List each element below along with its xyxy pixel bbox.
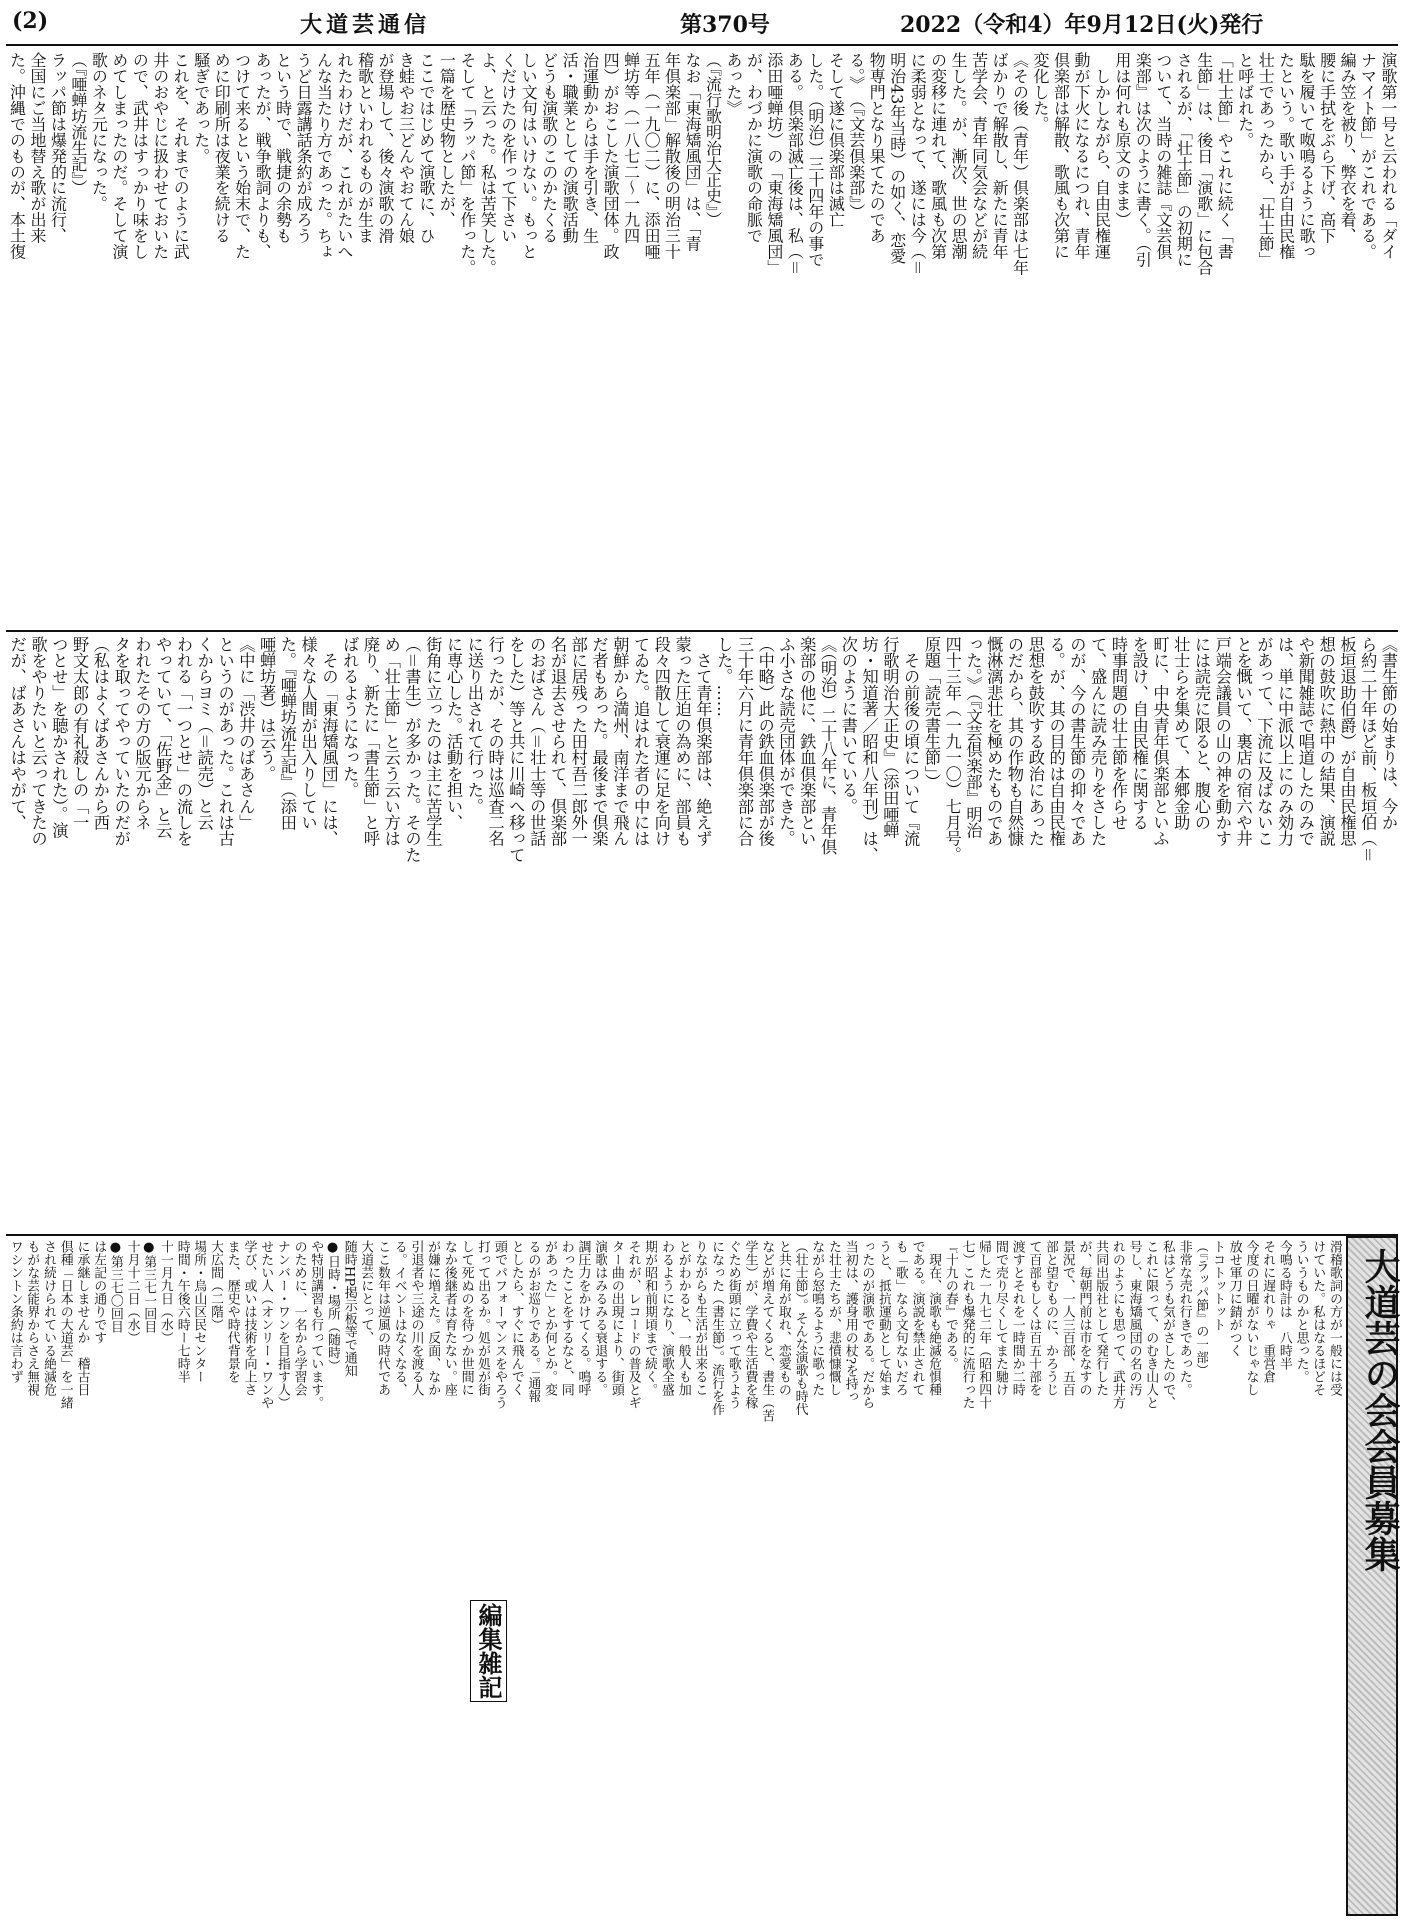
text-column: 今度の日曜がないじゃなし (1243, 1240, 1259, 1397)
text-column: 壮士であったから、「壮士節」 (1256, 52, 1276, 268)
text-column: 年倶楽部」解散後の明治三十 (662, 52, 682, 260)
text-column: のだから、其の作物も自然慷 (1005, 636, 1025, 847)
text-column: 倶楽部は解散、歌風も次第に (1051, 52, 1071, 260)
text-column: 学生）が、学費や生活費を稼 (742, 1240, 758, 1410)
text-column: 編み笠を被り、弊衣を着、 (1338, 52, 1358, 244)
text-column: 《書生節の始まりは、今か (1379, 636, 1398, 831)
text-column: われたその方の版元からネ (132, 636, 152, 831)
text-column: 動が下火になるにつれ、青年 (1071, 52, 1091, 260)
text-column: 七）これも爆発的に流行った (959, 1240, 975, 1410)
text-column: 放せ軍刀に錆がつく (1226, 1240, 1242, 1358)
text-column: うど日露講話条約が成ろう (294, 52, 314, 244)
text-column: 渡すとそれを一時間か二時 (1009, 1240, 1025, 1397)
editor-notes-label: 編集雑記 (470, 1600, 507, 1702)
text-column: これに限って、のむき山人と (1143, 1240, 1159, 1410)
text-column: と共に角が取れ、恋愛もの (775, 1240, 791, 1397)
text-column: 全国にご当地替え歌が出来 (27, 52, 47, 244)
recruit-box-title: 大道芸の会会員募集 (1359, 1248, 1400, 1572)
page-number: (2) (12, 8, 49, 34)
text-column: などが増えてくると、書生（苦 (759, 1240, 775, 1423)
text-column: 引退者や三途の川を渡る人 (408, 1240, 424, 1397)
text-column: また、歴史や時代背景を (224, 1240, 240, 1384)
text-column: 町に、中央青年倶楽部といふ (1150, 636, 1170, 847)
text-column: （『流行歌明治大正史』） (703, 52, 723, 228)
text-column: れのようにも思って、武井方 (1109, 1240, 1125, 1410)
text-column: 十月十二日（水） (124, 1240, 140, 1345)
text-column: に送り出されて行った。 (464, 636, 484, 815)
text-column: ついて、当時の雑誌『文芸倶 (1153, 52, 1173, 260)
text-column: んな当たり方であった。ちょ (314, 52, 334, 260)
text-column: （私はよくばあさんから西 (90, 636, 110, 831)
text-column: なか後継者は育たない。座 (441, 1240, 457, 1397)
text-column: （＝書生）が多かった。そのた (402, 636, 422, 863)
text-column: して死ぬのを待つか世間に (458, 1240, 474, 1397)
text-column: の変移に連れて、歌風も次第 (928, 52, 948, 260)
text-column: 演歌はみるみる衰退する。 (592, 1240, 608, 1397)
text-column: 壮士らを集めて、本郷金助 (1171, 636, 1191, 831)
text-column: ふ小さな読売団体ができた。 (776, 636, 796, 847)
text-column: 四十三年（一九一〇）七月号。 (942, 636, 962, 863)
text-column: ったのが演歌である。だから (859, 1240, 875, 1410)
text-column: れたわけだが、これがたいへ (335, 52, 354, 260)
text-column: に専心した。活動を担い、 (444, 636, 464, 831)
text-column: 期が昭和前期頃まで続く。 (642, 1240, 658, 1397)
text-column: を設け、自由民権に関する (1129, 636, 1149, 831)
text-column: タを取ってやっていたのだが (111, 636, 131, 847)
text-column: る。イベントはなくなる、 (391, 1240, 407, 1397)
text-column: （壮士節）。そんな演歌も時代 (792, 1240, 808, 1416)
text-column: 頭でパフォーマンスをやろう (492, 1240, 507, 1410)
text-column: 演歌第一号と云われる「ダイ (1379, 52, 1398, 260)
text-column: 歌をやりたいと云ってきたの (28, 636, 48, 847)
text-column: した。（明治）三十四年の事で (805, 52, 825, 268)
text-column: めに印刷所は夜業を続ける (212, 52, 232, 244)
text-column: 井のおやじに扱わせておいた (150, 52, 170, 260)
issue-number: 第370号 (680, 12, 770, 38)
text-column: 騒ぎであった。 (191, 52, 211, 164)
text-column: りながらも生活が出来るこ (692, 1240, 708, 1397)
text-column: が登場して、後々演歌の滑 (375, 52, 395, 244)
text-column: その前後の頃について『流 (901, 636, 921, 847)
text-column: 板垣退助伯爵）が自由民権思 (1337, 636, 1357, 847)
text-column: 苦学会、青年同気会などが続 (969, 52, 989, 260)
text-column: 帰した一九七二年（昭和四十 (976, 1240, 992, 1410)
text-column: 随時HP掲示板等で通知 (341, 1240, 357, 1378)
text-column: くだけたのを作って下さい (498, 52, 518, 244)
text-column: ター曲の出現により、街頭 (608, 1240, 624, 1397)
article-tier-top (6, 48, 1398, 628)
text-column: ラッパ節は爆発的に流行、 (48, 52, 68, 244)
text-column: 「壮士節」やこれに続く「書 (1215, 52, 1235, 260)
text-column: という時で、戦捷の余勢も (273, 52, 293, 244)
text-column: というのがあった。これは古 (215, 636, 235, 847)
text-column: しかしながら、自由民権運 (1092, 52, 1112, 260)
text-column: 朝鮮から満州、南洋まで飛ん (610, 636, 630, 847)
text-column: があった」とか何とか。変 (542, 1240, 558, 1397)
text-column: が、毎朝門前は市をなすの (1076, 1240, 1092, 1397)
text-column: 部と望むものに、かろうじ (1043, 1240, 1059, 1397)
text-column: 今鳴る時計は 八時半 (1276, 1240, 1292, 1371)
text-column: 蒙った圧迫の為めに、部員も (672, 636, 692, 847)
text-column: ら約二十年ほど前、板垣伯（＝ (1358, 636, 1378, 863)
issue-date: 2022（令和4）年9月12日(火)発行 (900, 12, 1264, 38)
text-column: 十一月九日（水） (158, 1240, 173, 1345)
text-column: 『十九の春』である。 (942, 1240, 958, 1371)
text-column: 大広間（二階） (208, 1240, 224, 1332)
text-column: ばれるようになった。 (340, 636, 360, 798)
text-column: ある。倶楽部滅亡後は、私（＝ (785, 52, 805, 276)
text-column: 想の鼓吹に熱中の結果、演説 (1316, 636, 1336, 847)
text-column: 調圧力をかけてくる。鳴呼 (575, 1240, 591, 1397)
text-column: 野文太郎の有礼殺しの「一 (70, 636, 90, 831)
text-column: と呼ばれた。 (1235, 52, 1255, 148)
text-column: った。》（『文芸倶楽部』明治 (963, 636, 983, 839)
text-column: が嫌に増えた。反面、なか (425, 1240, 441, 1397)
text-column: には読売に限ると、腹心の (1192, 636, 1212, 831)
text-column: め「壮士節」と云う云い方は (381, 636, 401, 847)
text-column: 現在、演歌も絶滅危惧種 (926, 1240, 942, 1397)
text-column: 五年（一九〇二）に、添田唖 (642, 52, 662, 260)
text-column: あった》 (723, 52, 743, 116)
header-rule (6, 44, 1398, 46)
text-column: （『ラッパ節』の一部） (1193, 1240, 1209, 1377)
text-column: ナマイト節」がこれである。 (1358, 52, 1378, 260)
text-column: 三十年六月に青年倶楽部に合 (734, 636, 754, 847)
text-column: ワシントン条約は言わず (7, 1240, 23, 1384)
text-column: 景況で、一人三百部、五百 (1059, 1240, 1075, 1397)
text-column: 戸端会議員の山の神を動かす (1212, 636, 1232, 847)
text-column: は左記の通りです (91, 1240, 107, 1345)
text-column: たという。歌い手が自由民権 (1276, 52, 1296, 260)
text-column: それに遅れりゃ 重営倉 (1260, 1240, 1276, 1384)
text-column: 楽部』は次のように書く。（引 (1133, 52, 1153, 268)
text-column: だが、ばあさんはやがて、 (7, 636, 27, 831)
text-column: 添田唖蝉坊）の「東海矯風団」 (764, 52, 784, 276)
text-column: が、わづかに演歌の命脈で (744, 52, 764, 244)
page-header (0, 0, 1404, 48)
text-column: 原題「読売書生節」） (921, 636, 941, 790)
text-column: 明治43年当時）の如く、恋愛 (887, 52, 907, 264)
text-column: のおばさん（＝壮士等の世話 (527, 636, 547, 847)
text-column: 場所・烏山区民センター (191, 1240, 207, 1384)
text-column: があって、下流に及ばないこ (1254, 636, 1274, 847)
text-column: 変化した。 (1031, 52, 1050, 132)
text-column: 部に居残った田村吾二郎外一 (568, 636, 588, 847)
text-column: た。沖縄でのものが、本土復 (7, 52, 27, 260)
text-column: 生節」は、後日「演歌」に包合 (1194, 52, 1214, 276)
text-column: 次のように書いている。 (838, 636, 858, 815)
text-column: る。が、其の目的は自由民権 (1046, 636, 1066, 847)
text-column: 歌のネタ元になった。 (89, 52, 109, 212)
text-column: 共同出版社として発行した (1093, 1240, 1109, 1397)
text-column: 時事問題の壮士節を作らせ (1108, 636, 1128, 831)
text-column: どうも演歌のこのかたくる (539, 52, 559, 244)
text-column: ●日時・場所（随時） (325, 1240, 340, 1373)
text-column: そして「ラッパ節」を作った。 (457, 52, 477, 276)
text-column: 号し、東海矯風団の名の汚 (1126, 1240, 1142, 1397)
text-column: ので、武井はすっかり味をし (130, 52, 150, 260)
text-column: 生した。が、漸次、世の思潮 (949, 52, 969, 260)
text-column: され続けられている絶滅危 (41, 1240, 57, 1397)
text-column: くからヨミ（＝読売）と云 (194, 636, 214, 831)
text-column: 一篇を歴史物としたが、 (437, 52, 457, 228)
text-column: ういうものかと思った。 (1293, 1240, 1309, 1384)
text-column: つけて来るという始末で、た (232, 52, 252, 260)
text-column: になった（書生節）。流行を作 (709, 1240, 725, 1416)
text-column: やっていて、「佐野金」と云 (153, 636, 173, 839)
text-column: その「東海矯風団」には、 (319, 636, 339, 847)
text-column: とがわかると、一般人も加 (675, 1240, 691, 1397)
text-column: 打って出るか。処が処が街 (475, 1240, 491, 1397)
text-column: た壮士たちが、悲憤慷慨し (826, 1240, 841, 1397)
text-column: である。演説を禁止されて (909, 1240, 925, 1397)
text-column: 慨淋漓悲壮を極めたものであ (984, 636, 1004, 847)
text-column: 坊・知道著／昭和八年刊）は、 (859, 636, 879, 863)
text-column: ばかりで解散し、新たに青年 (990, 52, 1010, 260)
text-column: や新聞雑誌で唱道したのみで (1295, 636, 1315, 847)
text-column: て百部もしくは百五十部を (1026, 1240, 1042, 1397)
text-column: 活・職業としての演歌活動 (560, 52, 580, 244)
text-column: つとせ」を聴かされた）。演 (49, 636, 69, 839)
article-tier-middle (6, 632, 1398, 1232)
text-column: なお「東海矯風団」は、「青 (683, 52, 702, 252)
text-column: 時間・午後六時ー七時半 (174, 1240, 190, 1384)
text-column: 楽部の他に、鉄血倶楽部とい (797, 636, 817, 847)
newsletter-title: 大道芸通信 (300, 12, 431, 38)
text-column: ●第三七一回目 (141, 1240, 157, 1334)
text-column: 名が退去させられて、倶楽部 (547, 636, 567, 847)
text-column: て、盛んに読み売りをさした (1088, 636, 1108, 847)
recruit-box (1346, 1236, 1398, 1916)
text-column: 行ったが、その時は巡査二名 (485, 636, 505, 847)
text-column: だ者もあった。最後まで倶楽 (589, 636, 609, 847)
text-column: 当初は、護身用の杖?を持っ (842, 1240, 858, 1404)
text-column: トコトットット (1210, 1240, 1226, 1332)
text-column: しい文句はいけない。もっと (519, 52, 539, 260)
text-column: ここ数年は逆風の時代であ (375, 1240, 391, 1397)
text-column: 腰に手拭をぶら下げ、高下 (1317, 52, 1337, 244)
text-column: 蝉坊等（一八七二～一九四 (621, 52, 641, 244)
text-column: のために、一名から学習会 (291, 1240, 307, 1397)
text-column: た。『唖蝉坊流生記』（添田 (277, 636, 297, 831)
text-column: われる「一つとせ」の流しを (174, 636, 193, 847)
text-column: した。…… (714, 636, 734, 717)
text-column: のが、今の書生節の抑々であ (1067, 636, 1087, 847)
text-column: や特別講習も行っています。 (308, 1240, 324, 1410)
text-column: ぐため街頭に立って歌うよう (725, 1240, 741, 1410)
text-column: 唖蝉坊著）は云う。 (257, 636, 277, 782)
text-column: は、単に中派以上にのみ効力 (1275, 636, 1295, 847)
text-column: 滑稽歌詞の方が一般には受 (1327, 1240, 1342, 1397)
text-column: 廃り、新たに「書生節」と呼 (360, 636, 380, 847)
text-column: されるが、「壮士節」の初期に (1174, 52, 1194, 268)
text-column: ナンバー・ワンを目指す人） (274, 1240, 290, 1410)
text-column: 用は何れも原文のまま） (1112, 52, 1132, 228)
text-column: 間で売り尽くしてまた馳け (993, 1240, 1008, 1397)
text-column: てゐた。追はれた者の中には (631, 636, 651, 847)
text-column: 学び、或いは技術を向上さ (241, 1240, 257, 1397)
text-column: 街角に立ったのは主に苦学生 (423, 636, 443, 847)
text-column: をした）等と共に川崎へ移って (506, 636, 526, 863)
text-column: 様々な人間が出入りしてい (298, 636, 318, 831)
text-column: （中略）此の鉄血倶楽部が後 (755, 636, 775, 847)
text-column: ●第三七〇回目 (107, 1240, 123, 1334)
text-column: 駄を履いて呶鳴るように歌っ (1297, 52, 1317, 260)
text-column: るのがお巡りである。「通報 (525, 1240, 541, 1403)
text-column: に承継しませんか 稽古日 (74, 1240, 90, 1397)
text-column: 四）がおこした演歌団体。政 (601, 52, 621, 260)
text-column: けていた。私はなるほどそ (1310, 1240, 1326, 1397)
text-column: 倶種「日本の大道芸」を一緒 (57, 1240, 73, 1410)
text-column: せたい人（オンリー・ワンや (258, 1240, 274, 1410)
article-tier-bottom (6, 1236, 1398, 1916)
text-column: 行歌明治大正史』（添田唖蝉 (880, 636, 900, 839)
text-column: それが、レコードの普及とギ (625, 1240, 641, 1410)
text-column: とを慨いて、裏店の宿六や井 (1233, 636, 1253, 847)
text-column: も「歌」なら文句ないだろ (892, 1240, 908, 1397)
text-column: き蛙やお三どんやおてん娘 (396, 52, 416, 244)
text-column: 大道芸にとって、 (358, 1240, 374, 1345)
text-column: うと、抵抗運動として始ま (876, 1240, 892, 1397)
text-column: 非常な売れ行きであった。 (1176, 1240, 1192, 1397)
text-column: 《（明治）二十八年に、青年倶 (818, 636, 838, 855)
text-column: これを、それまでのように武 (171, 52, 191, 260)
text-column: 物専門となり果てたのであ (867, 52, 887, 244)
text-column: 稽歌といわれるものが生ま (355, 52, 375, 244)
text-column: そして遂に倶楽部は滅亡 (826, 52, 846, 228)
text-column: さて青年倶楽部は、絶えず (693, 636, 713, 847)
text-column: わったことをするなと、同 (558, 1240, 574, 1397)
text-column: よ、と云った。私は苦笑した。 (478, 52, 498, 276)
text-column: めてしまったのだ。そして演 (109, 52, 129, 260)
text-column: ここではじめて演歌に、ひ (416, 52, 436, 244)
text-column: 段々四散して衰運に足を向け (651, 636, 671, 847)
text-column: もがな芸能界からさえ無視 (24, 1240, 40, 1397)
text-column: 私はどうも気がさしたので、 (1160, 1240, 1175, 1410)
text-column: 《その後（青年）倶楽部は七年 (1010, 52, 1030, 276)
text-column: る。》 （『文芸倶楽部』） (846, 52, 866, 220)
text-column: 《中に「渋井のばあさん」 (236, 636, 256, 831)
text-column: ながら怒鳴るように歌った (809, 1240, 825, 1397)
text-column: としたら、すぐに飛んでく (508, 1240, 524, 1397)
text-column: （『唖蝉坊流生記』） (68, 52, 88, 196)
text-column: あったが、戦争歌詞よりも、 (253, 52, 273, 260)
text-column: わるようになり、演歌全盛 (659, 1240, 674, 1397)
text-column: に柔弱となって、遂には今（＝ (908, 52, 928, 276)
text-column: 思想を鼓吹する政治にあった (1025, 636, 1045, 847)
text-column: 治運動からは手を引き、生 (580, 52, 600, 244)
